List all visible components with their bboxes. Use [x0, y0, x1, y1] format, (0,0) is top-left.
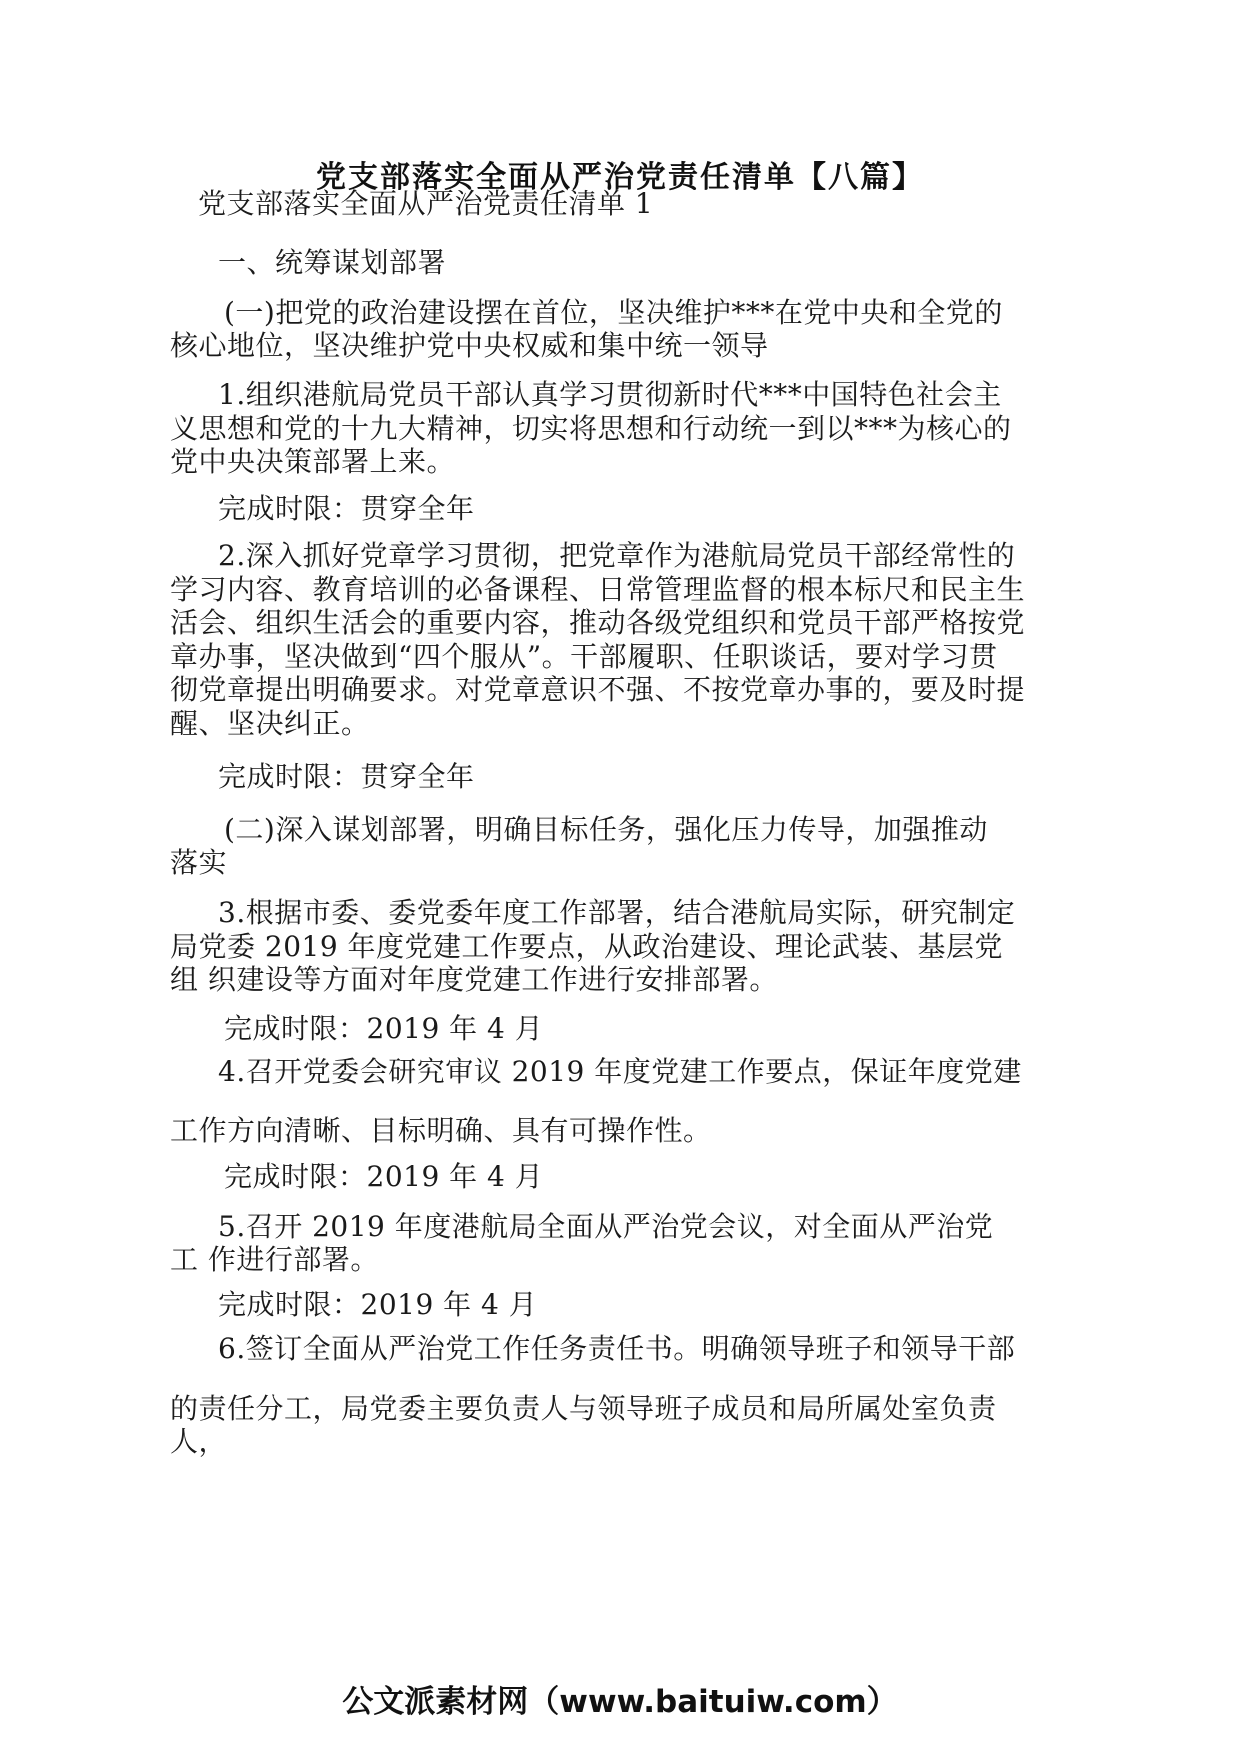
paragraph-line: 2.深入抓好党章学习贯彻，把党章作为港航局党员干部经常性的	[218, 539, 1016, 572]
paragraph-line: 工作方向清晰、目标明确、具有可操作性。	[170, 1114, 712, 1147]
paragraph-line: 活会、组织生活会的重要内容，推动各级党组织和党员干部严格按党	[170, 606, 1026, 639]
paragraph-line: 醒、坚决纠正。	[170, 707, 370, 740]
section-heading: 党支部落实全面从严治党责任清单 1	[198, 187, 654, 220]
paragraph-line: 工 作进行部署。	[170, 1243, 379, 1276]
sub-heading: 一、统筹谋划部署	[218, 246, 447, 279]
paragraph-line: 3.根据市委、委党委年度工作部署，结合港航局实际，研究制定	[218, 896, 1016, 929]
paragraph-line: 核心地位，坚决维护党中央权威和集中统一领导	[170, 329, 769, 362]
deadline-line: 完成时限：2019 年 4 月	[224, 1160, 544, 1193]
paragraph-line: (一)把党的政治建设摆在首位，坚决维护***在党中央和全党的	[224, 296, 1003, 329]
paragraph-line: 人，	[170, 1425, 228, 1458]
paragraph-line: 彻党章提出明确要求。对党章意识不强、不按党章办事的，要及时提	[170, 673, 1026, 706]
paragraph-line: 学习内容、教育培训的必备课程、日常管理监督的根本标尺和民主生	[170, 573, 1026, 606]
paragraph-line: 1.组织港航局党员干部认真学习贯彻新时代***中国特色社会主	[218, 378, 1002, 411]
paragraph-line: 6.签订全面从严治党工作任务责任书。明确领导班子和领导干部	[218, 1332, 1016, 1365]
paragraph-line: (二)深入谋划部署，明确目标任务，强化压力传导，加强推动	[224, 813, 988, 846]
deadline-line: 完成时限：贯穿全年	[218, 760, 475, 793]
deadline-line: 完成时限：2019 年 4 月	[224, 1012, 544, 1045]
footer-watermark: 公文派素材网（www.baituiw.com）	[342, 1684, 898, 1720]
paragraph-line: 党中央决策部署上来。	[170, 445, 456, 478]
paragraph-line: 局党委 2019 年度党建工作要点，从政治建设、理论武装、基层党	[170, 930, 1004, 963]
paragraph-line: 4.召开党委会研究审议 2019 年度党建工作要点，保证年度党建	[218, 1055, 1022, 1088]
paragraph-line: 的责任分工，局党委主要负责人与领导班子成员和局所属处室负责	[170, 1392, 997, 1425]
deadline-line: 完成时限：2019 年 4 月	[218, 1288, 538, 1321]
paragraph-line: 5.召开 2019 年度港航局全面从严治党会议，对全面从严治党	[218, 1210, 994, 1243]
paragraph-line: 章办事，坚决做到“四个服从”。干部履职、任职谈话，要对学习贯	[170, 640, 998, 673]
deadline-line: 完成时限：贯穿全年	[218, 492, 475, 525]
document-title: 党支部落实全面从严治党责任清单【八篇】	[316, 160, 924, 195]
paragraph-line: 义思想和党的十九大精神，切实将思想和行动统一到以***为核心的	[170, 412, 1012, 445]
paragraph-line: 落实	[170, 846, 228, 879]
paragraph-line: 组 织建设等方面对年度党建工作进行安排部署。	[170, 963, 778, 996]
